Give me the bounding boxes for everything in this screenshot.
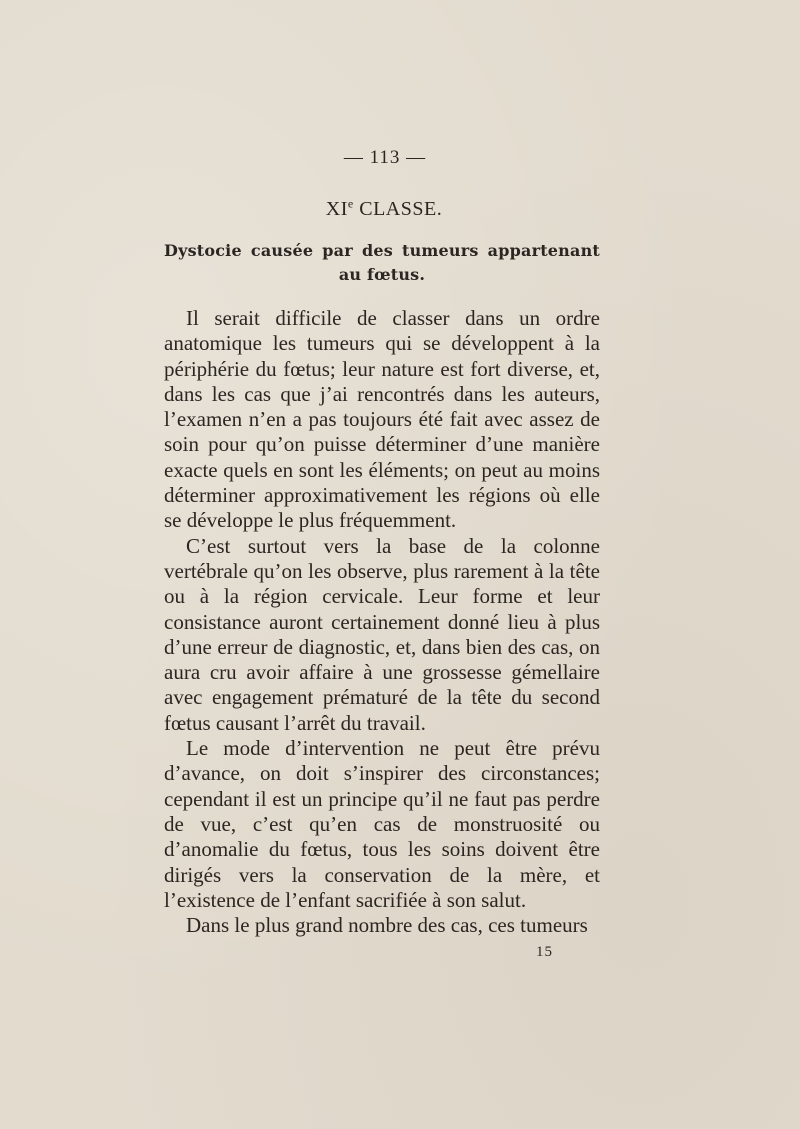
paragraph: C’est surtout vers la base de la colonne vertébrale qu’on les observe, plus rarement à la tête ou à la région cervicale. Leur forme et leur consistance auront certainement donné lieu à plus d’une erreur de diagnostic, et, dans bien des cas, on aura cru avoir affaire à une grossesse gémellaire avec engagement prématuré de la tête du second fœtus causant l’arrêt du travail. — [164, 533, 600, 735]
body-text — [164, 306, 600, 938]
class-heading-superscript: e — [347, 196, 354, 211]
class-heading-label: CLASSE. — [353, 198, 443, 220]
class-heading-numeral: XI — [325, 198, 348, 220]
paragraph: Le mode d’intervention ne peut être prévu d’avance, on doit s’inspirer des circonstances; cependant il est un principe qu’il ne faut pas perdre de vue, c’est qu’en cas de monstruosité ou d’anomalie du fœtus, tous les soins doivent être dirigés vers la conservation de la mère, et l’existence de l’enfant sacrifiée à son salut. — [164, 736, 600, 912]
section-title: Dystocie causée par des tumeurs appartenant au fœtus. — [164, 241, 600, 284]
paragraph: Dans le plus grand nombre des cas, ces tumeurs — [186, 913, 588, 938]
class-heading — [0, 198, 768, 221]
signature-mark: 15 — [536, 944, 553, 960]
paragraph: Il serait difficile de classer dans un ordre anatomique les tumeurs qui se développent à la périphérie du fœtus; leur nature est fort diverse, et, dans les cas que j’ai rencontrés dans les auteurs, l’examen n’en a pas toujours été fait avec assez de soin pour qu’on puisse déterminer d’une manière exacte quels en sont les éléments; on peut au moins déterminer approximativement les régions où elle se développe le plus fréquemment. — [164, 306, 600, 533]
page-number: — 113 — — [343, 147, 427, 168]
